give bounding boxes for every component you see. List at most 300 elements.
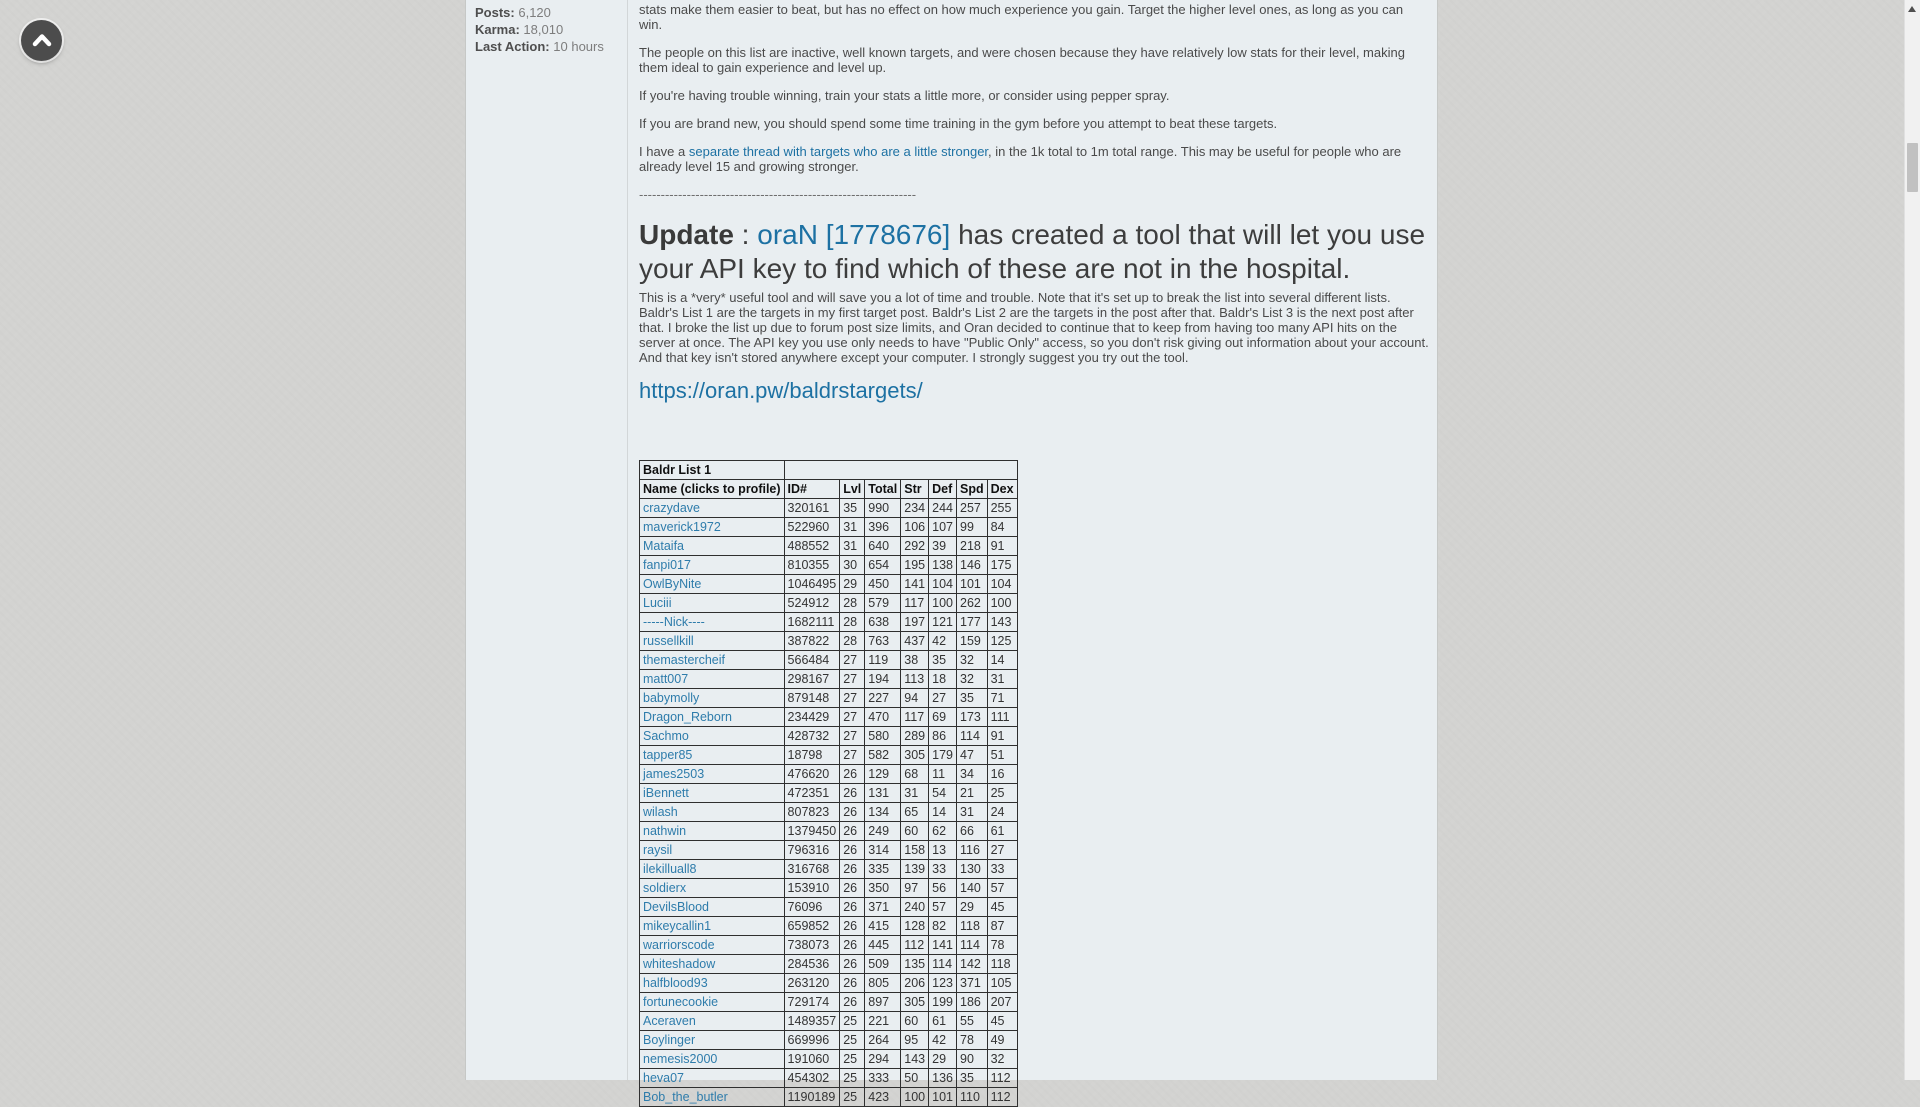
target-profile-link[interactable]: nathwin [643,824,687,838]
table-row [640,784,1018,803]
stat-cell: 522960 [784,518,840,537]
target-name-cell [640,784,785,803]
stat-cell: 289 [901,727,929,746]
stat-cell: 26 [840,898,865,917]
stat-cell: 1379450 [784,822,840,841]
stat-cell: 24 [987,803,1017,822]
stat-cell: 27 [840,727,865,746]
target-name-cell [640,917,785,936]
stat-cell: 472351 [784,784,840,803]
stat-cell: 114 [957,727,988,746]
table-row [640,974,1018,993]
stat-cell: 284536 [784,955,840,974]
stat-cell: 26 [840,784,865,803]
stat-cell: 29 [929,1050,957,1069]
table-title-spacer [784,461,1017,480]
table-row [640,537,1018,556]
stat-cell: 57 [987,879,1017,898]
target-profile-link[interactable]: Bob_the_butler [643,1090,728,1104]
stat-cell: 55 [957,1012,988,1031]
target-name-cell [640,860,785,879]
stat-cell: 298167 [784,670,840,689]
stat-cell: 1489357 [784,1012,840,1031]
stat-cell: 140 [957,879,988,898]
stat-cell: 27 [840,708,865,727]
update-heading-sep: : [733,219,758,250]
stat-cell: 31 [901,784,929,803]
stat-cell: 1190189 [784,1088,840,1107]
stat-cell: 26 [840,974,865,993]
stat-cell: 95 [901,1031,929,1050]
table-row [640,670,1018,689]
col-header-total: Total [865,480,901,499]
stat-cell: 659852 [784,917,840,936]
target-name-cell [640,727,785,746]
stat-cell: 143 [987,613,1017,632]
stat-cell: 28 [840,594,865,613]
stat-cell: 42 [929,632,957,651]
stat-cell: 68 [901,765,929,784]
stat-cell: 104 [929,575,957,594]
stat-cell: 47 [957,746,988,765]
table-row [640,613,1018,632]
target-name-cell [640,955,785,974]
stat-cell: 263120 [784,974,840,993]
stat-cell: 42 [929,1031,957,1050]
stat-cell: 897 [865,993,901,1012]
target-profile-link[interactable]: wilash [643,805,678,819]
target-profile-link[interactable]: -----Nick---- [643,615,705,629]
stat-cell: 218 [957,537,988,556]
stat-cell: 305 [901,993,929,1012]
target-profile-link[interactable]: heva07 [643,1071,685,1085]
stat-cell: 26 [840,860,865,879]
stat-cell: 125 [987,632,1017,651]
target-name-cell [640,1031,785,1050]
table-row [640,879,1018,898]
table-row [640,1088,1018,1107]
stat-cell: 387822 [784,632,840,651]
stat-cell: 130 [957,860,988,879]
stat-cell: 28 [840,613,865,632]
karma-value: 18,010 [523,22,564,37]
stat-cell: 21 [957,784,988,803]
last-action-value: 10 hours [553,39,604,54]
stat-cell: 35 [840,499,865,518]
stat-cell: 112 [987,1088,1017,1107]
target-profile-link[interactable]: iBennett [643,786,689,800]
stat-cell: 114 [929,955,957,974]
stat-cell: 84 [987,518,1017,537]
stat-cell: 123 [929,974,957,993]
stat-cell: 177 [957,613,988,632]
target-name-cell [640,537,785,556]
post-paragraph-5: This is a *very* useful tool and will save you a lot of time and trouble. Note that it's set up to break the list into several different lists. Baldr's List 1 are the targets in my first target post. Baldr's List 2 are the targets in the post after that. Baldr's List 3 is the next post after that. I broke the list up due to forum post size limits, and Oran decided to continue that to keep from having too many API hits on the server at once. The API key you use only needs to have "Public Only" access, so you don't risk giving out information about your account. And that key isn't stored anywhere except your computer. I strongly suggest you try out the tool. [639,290,1429,365]
stat-cell: 35 [957,1069,988,1088]
stat-cell: 118 [987,955,1017,974]
table-title: Baldr List 1 [640,461,785,480]
stat-cell: 107 [929,518,957,537]
table-row [640,651,1018,670]
stat-cell: 91 [987,727,1017,746]
target-name-cell [640,689,785,708]
stat-cell: 71 [987,689,1017,708]
dashed-divider: ---------------------------------------------------------------- [639,187,917,202]
stat-cell: 29 [957,898,988,917]
stat-cell: 509 [865,955,901,974]
target-name-cell [640,879,785,898]
targets-table-body [640,499,1018,1107]
stronger-targets-thread-link[interactable]: separate thread with targets who are a little stronger [688,144,989,159]
stat-cell: 292 [901,537,929,556]
target-name-cell [640,499,785,518]
stat-cell: 206 [901,974,929,993]
stat-cell: 14 [987,651,1017,670]
stat-cell: 579 [865,594,901,613]
stat-cell: 32 [957,651,988,670]
target-profile-link[interactable]: fortunecookie [643,995,719,1009]
target-profile-link[interactable]: nemesis2000 [643,1052,718,1066]
target-name-cell [640,594,785,613]
target-profile-link[interactable]: soldierx [643,881,687,895]
target-profile-link[interactable]: Aceraven [643,1014,696,1028]
stat-cell: 32 [987,1050,1017,1069]
target-name-cell [640,822,785,841]
stat-cell: 320161 [784,499,840,518]
table-header-row [640,480,1018,499]
target-profile-link[interactable]: matt007 [643,672,689,686]
stat-cell: 26 [840,841,865,860]
target-profile-link[interactable]: whiteshadow [643,957,716,971]
target-name-cell [640,518,785,537]
table-row [640,1069,1018,1088]
stat-cell: 810355 [784,556,840,575]
p4-suffix: , in the 1k total to 1m total range. This may be useful for people who are already level 15 and growing stronger. [639,144,1402,174]
stat-cell: 87 [987,917,1017,936]
stat-cell: 65 [901,803,929,822]
stat-cell: 257 [957,499,988,518]
table-row [640,689,1018,708]
stat-cell: 371 [957,974,988,993]
stat-cell: 244 [929,499,957,518]
col-header-name: Name (clicks to profile) [640,480,785,499]
stat-cell: 26 [840,879,865,898]
update-heading [639,218,1429,286]
stat-cell: 32 [957,670,988,689]
posts-value: 6,120 [518,5,551,20]
stat-cell: 139 [901,860,929,879]
target-name-cell [640,556,785,575]
target-name-cell [640,575,785,594]
target-profile-link[interactable]: crazydave [643,501,700,515]
scrollbar-thumb[interactable] [1907,143,1918,192]
stat-cell: 90 [957,1050,988,1069]
stat-cell: 191060 [784,1050,840,1069]
stat-cell: 25 [840,1031,865,1050]
stat-cell: 49 [987,1031,1017,1050]
last-action-label: Last Action: [475,39,550,54]
stat-cell: 61 [987,822,1017,841]
table-row [640,898,1018,917]
col-header-def: Def [929,480,957,499]
target-name-cell [640,803,785,822]
posts-label: Posts: [475,5,515,20]
stat-cell: 26 [840,936,865,955]
stat-cell: 33 [987,860,1017,879]
stat-cell: 136 [929,1069,957,1088]
stat-cell: 234 [901,499,929,518]
stat-cell: 135 [901,955,929,974]
target-name-cell [640,670,785,689]
table-row [640,860,1018,879]
scroll-up-arrow-icon[interactable] [1908,6,1916,12]
target-profile-link[interactable]: themastercheif [643,653,725,667]
stat-cell: 654 [865,556,901,575]
target-profile-link[interactable]: Mataifa [643,539,684,553]
stat-cell: 114 [957,936,988,955]
stat-cell: 26 [840,955,865,974]
target-profile-link[interactable]: mikeycallin1 [643,919,712,933]
stat-cell: 350 [865,879,901,898]
stat-cell: 54 [929,784,957,803]
stat-cell: 131 [865,784,901,803]
stat-cell: 158 [901,841,929,860]
target-profile-link[interactable]: ilekilluall8 [643,862,697,876]
stat-cell: 305 [901,746,929,765]
stat-cell: 294 [865,1050,901,1069]
table-row [640,1031,1018,1050]
scrollbar[interactable] [1904,0,1920,1080]
stat-cell: 31 [987,670,1017,689]
stat-cell: 240 [901,898,929,917]
stat-cell: 29 [840,575,865,594]
stat-cell: 445 [865,936,901,955]
back-to-top-button[interactable] [21,20,62,61]
stat-cell: 26 [840,993,865,1012]
col-header-dex: Dex [987,480,1017,499]
table-row [640,822,1018,841]
stat-cell: 110 [957,1088,988,1107]
target-name-cell [640,1050,785,1069]
post-author-panel [466,0,626,55]
post-paragraph-intro: stats make them easier to beat, but has no effect on how much experience you gain. Target the higher level ones, as long as you can win. [639,2,1404,32]
stat-cell: 314 [865,841,901,860]
stat-cell: 262 [957,594,988,613]
stat-cell: 27 [840,746,865,765]
target-profile-link[interactable]: james2503 [643,767,705,781]
stat-cell: 179 [929,746,957,765]
stat-cell: 207 [987,993,1017,1012]
stat-cell: 476620 [784,765,840,784]
table-row [640,993,1018,1012]
stat-cell: 30 [840,556,865,575]
stat-cell: 61 [929,1012,957,1031]
stat-cell: 488552 [784,537,840,556]
stat-cell: 428732 [784,727,840,746]
target-profile-link[interactable]: Boylinger [643,1033,696,1047]
target-profile-link[interactable]: maverick1972 [643,520,721,534]
target-profile-link[interactable]: babymolly [643,691,700,705]
stat-cell: 94 [901,689,929,708]
tool-url-link[interactable]: https://oran.pw/baldrstargets/ [639,378,923,403]
target-profile-link[interactable]: DevilsBlood [643,900,710,914]
stat-cell: 62 [929,822,957,841]
karma-label: Karma: [475,22,520,37]
target-name-cell [640,1069,785,1088]
target-profile-link[interactable]: fanpi017 [643,558,691,572]
stat-cell: 45 [987,1012,1017,1031]
oran-profile-link[interactable]: oraN [1778676] [757,219,951,250]
stat-cell: 112 [901,936,929,955]
table-row [640,518,1018,537]
update-heading-bold: Update [639,219,734,250]
stat-cell: 199 [929,993,957,1012]
stat-cell: 100 [929,594,957,613]
table-title-row [640,461,1018,480]
stat-cell: 143 [901,1050,929,1069]
stat-cell: 249 [865,822,901,841]
table-row [640,803,1018,822]
stat-cell: 990 [865,499,901,518]
target-name-cell [640,841,785,860]
stat-cell: 450 [865,575,901,594]
stat-cell: 39 [929,537,957,556]
stat-cell: 16 [987,765,1017,784]
stat-cell: 27 [840,670,865,689]
stat-cell: 101 [957,575,988,594]
stat-cell: 50 [901,1069,929,1088]
table-row [640,594,1018,613]
stat-cell: 796316 [784,841,840,860]
stat-cell: 221 [865,1012,901,1031]
target-name-cell [640,765,785,784]
stat-cell: 31 [840,518,865,537]
stat-cell: 121 [929,613,957,632]
stat-cell: 437 [901,632,929,651]
stat-cell: 186 [957,993,988,1012]
stat-cell: 194 [865,670,901,689]
targets-table [639,460,1018,1107]
stat-cell: 153910 [784,879,840,898]
target-profile-link[interactable]: raysil [643,843,673,857]
stat-cell: 26 [840,822,865,841]
update-heading-rest: has created a tool that will let you use your API key to find which of these are not in the hospital. [639,219,1426,284]
stat-cell: 805 [865,974,901,993]
stat-cell: 1046495 [784,575,840,594]
stat-cell: 129 [865,765,901,784]
stat-cell: 66 [957,822,988,841]
stat-cell: 33 [929,860,957,879]
stat-cell: 470 [865,708,901,727]
stat-cell: 26 [840,917,865,936]
forum-post-card [465,0,1438,1104]
stat-cell: 14 [929,803,957,822]
stat-cell: 86 [929,727,957,746]
target-profile-link[interactable]: OwlByNite [643,577,702,591]
stat-cell: 264 [865,1031,901,1050]
author-post-divider [627,0,628,1080]
target-profile-link[interactable]: halfblood93 [643,976,708,990]
stat-cell: 82 [929,917,957,936]
stat-cell: 454302 [784,1069,840,1088]
post-body [639,0,1429,1107]
stat-cell: 76096 [784,898,840,917]
stat-cell: 38 [901,651,929,670]
target-name-cell [640,1012,785,1031]
stat-cell: 91 [987,537,1017,556]
col-header-str: Str [901,480,929,499]
stat-cell: 141 [901,575,929,594]
table-row [640,1050,1018,1069]
stat-cell: 101 [929,1088,957,1107]
target-profile-link[interactable]: Sachmo [643,729,689,743]
target-name-cell [640,632,785,651]
col-header-id: ID# [784,480,840,499]
stat-cell: 582 [865,746,901,765]
target-profile-link[interactable]: russellkill [643,634,694,648]
author-karma-stat [475,21,626,38]
stat-cell: 111 [987,708,1017,727]
stat-cell: 27 [987,841,1017,860]
stat-cell: 118 [957,917,988,936]
stat-cell: 1682111 [784,613,840,632]
stat-cell: 234429 [784,708,840,727]
target-name-cell [640,708,785,727]
stat-cell: 333 [865,1069,901,1088]
stat-cell: 34 [957,765,988,784]
stat-cell: 13 [929,841,957,860]
stat-cell: 45 [987,898,1017,917]
stat-cell: 807823 [784,803,840,822]
stat-cell: 113 [901,670,929,689]
post-paragraph-3: If you are brand new, you should spend some time training in the gym before you attempt to beat these targets. [639,116,1278,131]
stat-cell: 57 [929,898,957,917]
target-name-cell [640,613,785,632]
stat-cell: 335 [865,860,901,879]
target-profile-link[interactable]: Luciii [643,596,672,610]
post-paragraph-2: If you're having trouble winning, train your stats a little more, or consider using pepper spray. [639,88,1170,103]
chevron-up-icon [30,29,54,53]
stat-cell: 146 [957,556,988,575]
target-profile-link[interactable]: Dragon_Reborn [643,710,732,724]
target-profile-link[interactable]: warriorscode [643,938,715,952]
table-row [640,575,1018,594]
target-name-cell [640,651,785,670]
stat-cell: 423 [865,1088,901,1107]
stat-cell: 60 [901,1012,929,1031]
stat-cell: 51 [987,746,1017,765]
stat-cell: 638 [865,613,901,632]
stat-cell: 580 [865,727,901,746]
stat-cell: 175 [987,556,1017,575]
stat-cell: 116 [957,841,988,860]
col-header-spd: Spd [957,480,988,499]
stat-cell: 128 [901,917,929,936]
stat-cell: 141 [929,936,957,955]
stat-cell: 60 [901,822,929,841]
stat-cell: 763 [865,632,901,651]
post-paragraph-1: The people on this list are inactive, well known targets, and were chosen because they have relatively low stats for their level, making them ideal to gain experience and level up. [639,45,1405,75]
target-profile-link[interactable]: tapper85 [643,748,693,762]
stat-cell: 56 [929,879,957,898]
stat-cell: 106 [901,518,929,537]
stat-cell: 738073 [784,936,840,955]
stat-cell: 25 [840,1069,865,1088]
stat-cell: 100 [987,594,1017,613]
stat-cell: 97 [901,879,929,898]
stat-cell: 879148 [784,689,840,708]
stat-cell: 26 [840,803,865,822]
